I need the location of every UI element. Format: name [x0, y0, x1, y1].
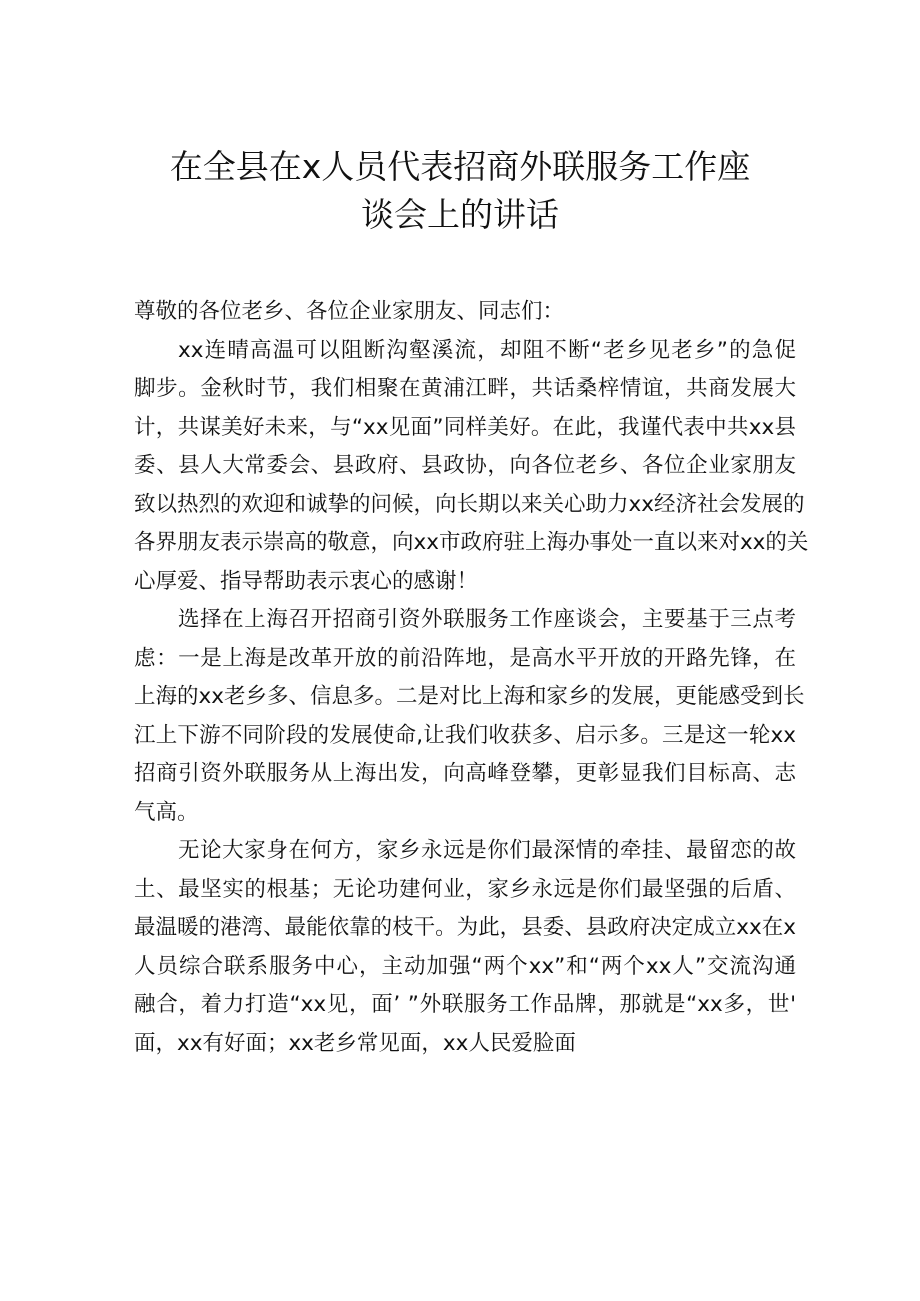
paragraph-line: 致以热烈的欢迎和诚挚的问候，向长期以来关心助力xx经济社会发展的	[134, 491, 805, 517]
paragraph-line: 无论大家身在何方，家乡永远是你们最深情的牵挂、最留恋的故	[178, 838, 796, 863]
paragraph-line: 融合，着力打造“xx见，面’ ”外联服务工作品牌，那就是“xx多，世'	[134, 992, 796, 1017]
paragraph-2	[134, 601, 805, 832]
paragraph-1	[134, 332, 809, 602]
paragraph-line: 面，xx有好面；xx老乡常见面，xx人民爱脸面	[134, 1030, 576, 1056]
paragraph-line: 土、最坚实的根基；无论功建何业，家乡永远是你们最坚强的后盾、	[134, 876, 796, 902]
paragraph-line: 气高。	[134, 799, 199, 825]
paragraph-line: 江上下游不同阶段的发展使命,让我们收获多、启示多。三是这一轮xx	[134, 722, 796, 748]
paragraph-line: 虑：一是上海是改革开放的前沿阵地，是高水平开放的开路先锋，在	[134, 645, 796, 671]
paragraph-line: 计，共谋美好未来，与“xx见面”同样美好。在此，我谨代表中共xx县	[134, 414, 796, 440]
paragraph-line: 脚步。金秋时节，我们相聚在黄浦江畔，共话桑梓情谊，共商发展大	[134, 376, 796, 401]
paragraph-line: 委、县人大常委会、县政府、县政协，向各位老乡、各位企业家朋友	[134, 453, 796, 478]
paragraph-line: 招商引资外联服务从上海出发，向高峰登攀，更彰显我们目标高、志	[134, 761, 796, 786]
paragraph-line: xx连晴高温可以阻断沟壑溪流，却阻不断“老乡见老乡”的急促	[178, 337, 796, 363]
salutation: 尊敬的各位老乡、各位企业家朋友、同志们：	[134, 299, 565, 324]
title-line-2: 谈会上的讲话	[361, 195, 559, 234]
paragraph-line: 人员综合联系服务中心，主动加强“两个xx”和“两个xx人”交流沟通	[134, 953, 796, 979]
paragraph-line: 最温暖的港湾、最能依靠的枝干。为此，县委、县政府决定成立xx在x	[134, 915, 796, 940]
paragraph-line: 选择在上海召开招商引资外联服务工作座谈会，主要基于三点考	[178, 607, 796, 632]
document-title	[0, 143, 920, 239]
document-body	[134, 293, 809, 1063]
title-line-1: 在全县在x人员代表招商外联服务工作座	[169, 147, 751, 186]
paragraph-3	[134, 832, 796, 1063]
paragraph-line: 各界朋友表示崇高的敬意，向xx市政府驻上海办事处一直以来对xx的关	[134, 530, 809, 555]
paragraph-line: 上海的xx老乡多、信息多。二是对比上海和家乡的发展，更能感受到长	[134, 684, 805, 709]
paragraph-line: 心厚爱、指导帮助表示衷心的感谢！	[134, 568, 479, 594]
